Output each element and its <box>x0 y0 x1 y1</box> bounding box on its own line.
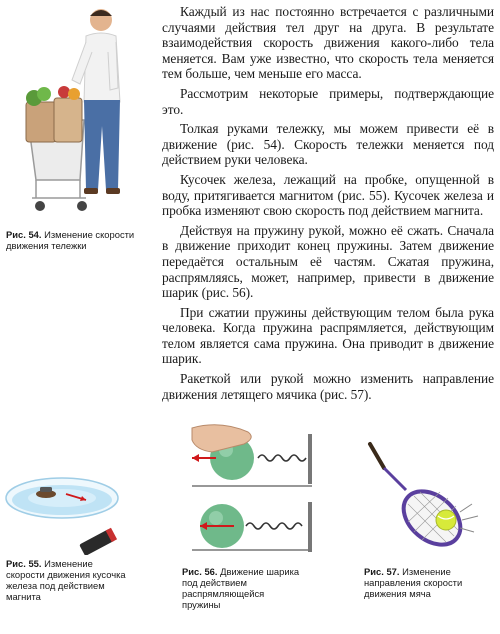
figure-54-caption <box>6 229 156 251</box>
figure-caption-text: Движение шарика под действием распрямляющейся пружины <box>182 566 300 610</box>
figure-54-image <box>6 2 156 222</box>
figure-57-image <box>356 440 496 558</box>
figure-label: Рис. 56. <box>182 566 218 577</box>
paragraph: Рассмотрим некоторые примеры, подтверждающие это. <box>162 85 494 117</box>
figure-caption-text: Изменение направления скорости движения мяча <box>364 566 463 599</box>
figure-caption-text: Изменение скорости движения тележки <box>6 229 135 251</box>
figure-label: Рис. 54. <box>6 229 42 240</box>
paragraph: Толкая руками тележку, мы можем привести её в движение (рис. 54). Скорость тележки меняется под действием руки человека. <box>162 121 494 168</box>
paragraph: Действуя на пружину рукой, можно её сжать. Сначала в движение приходит конец пружины. Затем движение передаётся остальным её частям. Сжатая пружина, распрямляясь, может, например, привести в движение шарик (рис. 56). <box>162 222 494 301</box>
paragraph: Каждый из нас постоянно встречается с различными случаями действия тел друг на друга. В результате взаимодействия скорость движения какого-либо тела меняется. Вам уже известно, что скорость тела меняется тем больше, чем меньше его масса. <box>162 4 494 82</box>
figure-55-image <box>2 460 152 555</box>
figure-57-caption <box>364 566 496 599</box>
figure-label: Рис. 57. <box>364 566 400 577</box>
figure-56-caption <box>182 566 302 610</box>
figure-label: Рис. 55. <box>6 558 42 569</box>
body-text <box>162 4 494 406</box>
figure-56-image <box>186 422 336 562</box>
paragraph: Ракеткой или рукой можно изменить направление движения летящего мячика (рис. 57). <box>162 371 494 402</box>
paragraph: При сжатии пружины действующим телом была рука человека. Когда пружина распрямляется, действующим телом является сама пружина. Она приводит в движение шарик. <box>162 304 494 367</box>
figure-caption-text: Изменение скорости движения кусочка железа под действием магнита <box>6 558 126 602</box>
figure-55-caption <box>6 558 130 602</box>
paragraph: Кусочек железа, лежащий на пробке, опущенной в воду, притягивается магнитом (рис. 55). Кусочек железа и пробка изменяют свою скорость под действием магнита. <box>162 171 494 219</box>
